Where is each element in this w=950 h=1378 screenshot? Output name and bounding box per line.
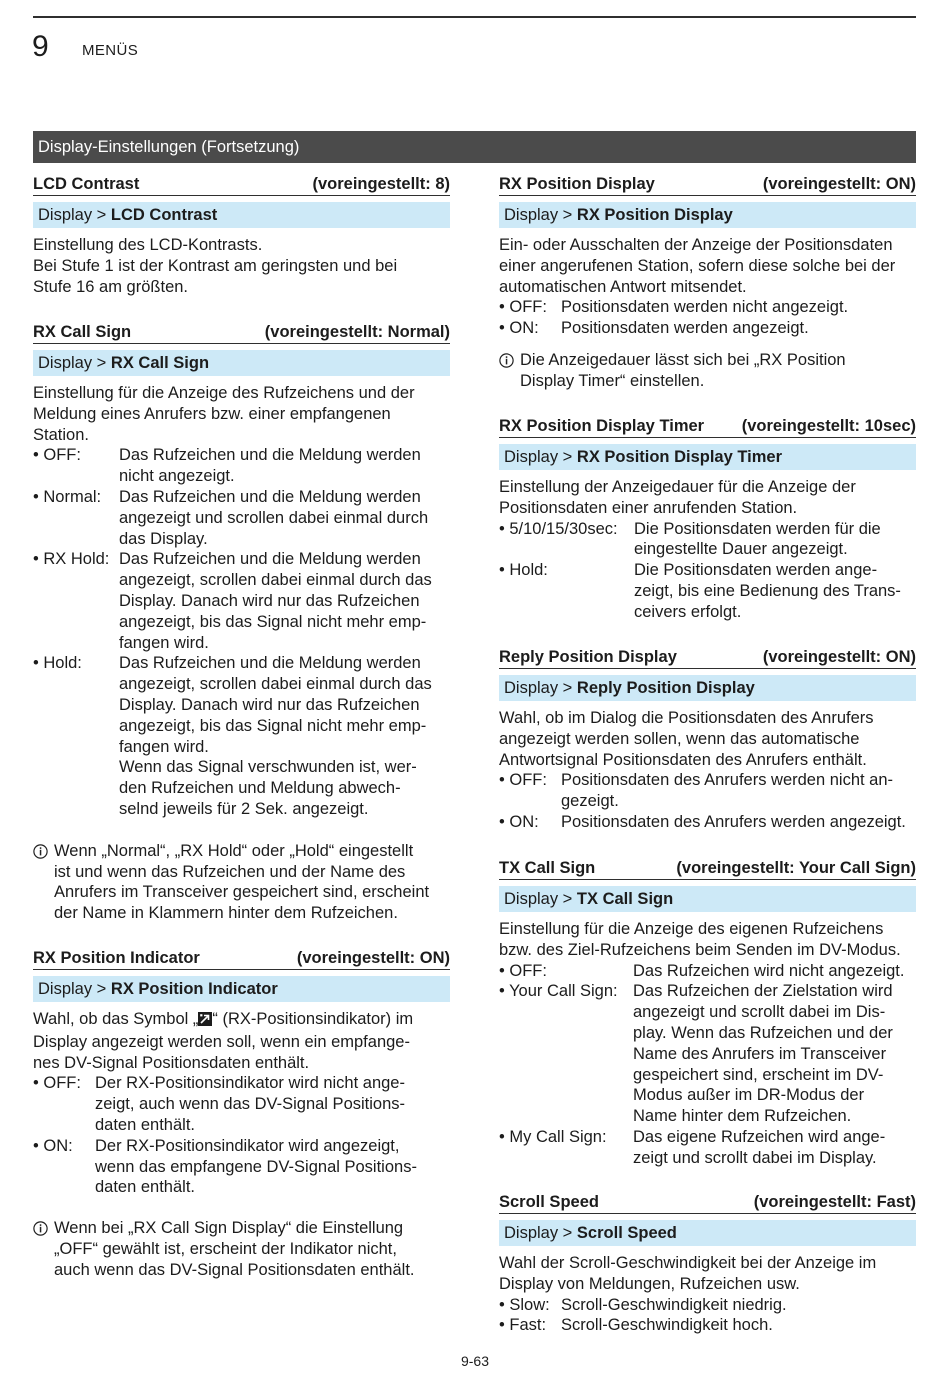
menu-path [33, 976, 450, 1002]
option-text: Das Rufzeichen und die Meldung werden angezeigt, scrollen dabei einmal durch das Display. Danach wird nur das Rufzeichen angezeigt, bis das Signal nicht mehr emp- fangen wird. [119, 550, 432, 652]
option-item [33, 1136, 450, 1198]
section-description: Einstellung der Anzeigedauer für die Anzeige der Positionsdaten einer anrufenden Station. [499, 478, 856, 517]
option-item [499, 1295, 916, 1316]
option-label: • RX Hold: [33, 550, 110, 569]
note-text: Wenn „Normal“, „RX Hold“ oder „Hold“ eingestellt ist und wenn das Rufzeichen und der Name des Anrufers im Transceiver gespeichert sind, erscheint der Name in Klammern hinter dem Rufzeichen. [54, 841, 430, 923]
option-label: • ON: [33, 1136, 73, 1155]
option-item [499, 519, 916, 561]
option-text: Die Positionsdaten werden für die eingestellte Dauer angezeigt. [634, 519, 881, 559]
menu-path-prefix: Display > [38, 980, 107, 998]
section-title: Scroll Speed [499, 1193, 599, 1211]
header-rule [33, 16, 916, 18]
option-item [499, 770, 916, 812]
note-text: Wenn bei „RX Call Sign Display“ die Einstellung „OFF“ gewählt ist, erscheint der Indikator nicht, auch wenn das DV-Signal Positionsdaten enthält. [54, 1219, 415, 1279]
option-text: Das eigene Rufzeichen wird ange- zeigt und scrollt dabei im Display. [633, 1127, 886, 1167]
chapter-title: MENÜS [82, 42, 139, 59]
default-value: (voreingestellt: ON) [296, 949, 450, 967]
info-icon [33, 1218, 54, 1280]
section-heading [499, 857, 916, 880]
option-text: Positionsdaten werden nicht angezeigt. [561, 298, 849, 317]
option-text: Scroll-Geschwindigkeit niedrig. [561, 1295, 787, 1314]
option-label: • Slow: [499, 1295, 550, 1314]
section-description [33, 1009, 450, 1073]
option-label: • OFF: [499, 298, 547, 317]
option-item [499, 981, 916, 1127]
info-note [499, 350, 916, 392]
option-text: Das Rufzeichen und die Meldung werden angezeigt, scrollen dabei einmal durch das Display. Danach wird nur das Rufzeichen angezeigt, bis das Signal nicht mehr emp- fangen wird. Wenn das Signal verschwunden ist, wer- den Rufzeichen und Meldung abwech- selnd jeweils für 2 Sek. angezeigt. [119, 654, 432, 818]
option-label: • ON: [499, 812, 539, 831]
section-heading [33, 321, 450, 344]
section-reply-position-display [499, 646, 916, 833]
option-item [33, 653, 450, 819]
menu-path-item: RX Position Display [576, 206, 733, 224]
info-note [33, 1218, 450, 1280]
menu-path-item: RX Position Indicator [110, 980, 278, 998]
option-item [499, 812, 916, 833]
rx-position-indicator-icon [198, 1011, 212, 1032]
menu-path-item: TX Call Sign [576, 890, 674, 908]
menu-path-prefix: Display > [504, 679, 573, 697]
option-text: Der RX-Positionsindikator wird angezeigt, wenn das empfangene DV-Signal Positions- daten enthält. [95, 1136, 417, 1197]
section-description: Wahl, ob im Dialog die Positionsdaten des Anrufers angezeigt werden sollen, wenn das automatische Antwortsignal Positionsdaten des Anrufers enthält. [499, 709, 874, 769]
option-label: • Hold: [499, 561, 548, 580]
section-heading [33, 947, 450, 970]
menu-path-prefix: Display > [504, 206, 573, 224]
menu-path [499, 1220, 916, 1246]
default-value: (voreingestellt: Fast) [753, 1193, 916, 1211]
menu-path-item: LCD Contrast [110, 206, 218, 224]
option-item [499, 1127, 916, 1169]
menu-path [33, 202, 450, 228]
menu-path [33, 350, 450, 376]
option-item [499, 297, 916, 318]
section-title: RX Position Indicator [33, 949, 200, 967]
option-text: Das Rufzeichen und die Meldung werden nicht angezeigt. [119, 446, 421, 486]
option-text: Scroll-Geschwindigkeit hoch. [561, 1316, 773, 1335]
section-title: Reply Position Display [499, 648, 677, 666]
option-item [33, 1073, 450, 1135]
menu-path-item: RX Position Display Timer [576, 448, 783, 466]
section-heading [499, 415, 916, 438]
menu-path-prefix: Display > [504, 1224, 573, 1242]
option-label: • OFF: [499, 771, 547, 790]
section-heading [499, 1191, 916, 1214]
option-item [33, 445, 450, 487]
default-value: (voreingestellt: Your Call Sign) [676, 859, 916, 877]
section-title: RX Position Display [499, 175, 655, 193]
info-note [33, 841, 450, 924]
option-item [33, 549, 450, 653]
menu-path-item: Reply Position Display [576, 679, 755, 697]
option-label: • OFF: [499, 961, 547, 980]
default-value: (voreingestellt: 8) [312, 175, 450, 193]
section-title: TX Call Sign [499, 859, 596, 877]
option-text: Der RX-Positionsindikator wird nicht ange- zeigt, auch wenn das DV-Signal Positions- daten enthält. [95, 1074, 406, 1134]
menu-path-item: Scroll Speed [576, 1224, 677, 1242]
section-description: Einstellung für die Anzeige des Rufzeichens und der Meldung eines Anrufers bzw. einer empfangenen Station. [33, 384, 415, 444]
section-title: RX Position Display Timer [499, 417, 705, 435]
section-description: Einstellung des LCD-Kontrasts. Bei Stufe 1 ist der Kontrast am geringsten und bei Stufe 16 am größten. [33, 236, 398, 296]
option-item [499, 1315, 916, 1336]
option-label: • Your Call Sign: [499, 982, 618, 1001]
option-label: • ON: [499, 319, 539, 338]
option-label: • My Call Sign: [499, 1127, 607, 1146]
menu-path [499, 202, 916, 228]
option-item [499, 318, 916, 339]
section-heading [33, 173, 450, 196]
option-text: Das Rufzeichen wird nicht angezeigt. [633, 961, 905, 980]
section-description: Einstellung für die Anzeige des eigenen Rufzeichens bzw. des Ziel-Rufzeichens beim Senden im DV-Modus. [499, 920, 901, 959]
menu-path [499, 444, 916, 470]
option-text: Positionsdaten des Anrufers werden nicht an- gezeigt. [561, 771, 894, 811]
note-text: Die Anzeigedauer lässt sich bei „RX Position Display Timer“ einstellen. [520, 350, 846, 390]
section-title: LCD Contrast [33, 175, 140, 193]
option-label: • 5/10/15/30sec: [499, 519, 618, 538]
section-rx-call-sign [33, 321, 450, 924]
description-part-1: Wahl, ob das Symbol „ [33, 1010, 199, 1028]
section-rx-position-indicator [33, 947, 450, 1281]
option-item [33, 487, 450, 549]
info-icon [499, 350, 520, 392]
option-text: Positionsdaten werden angezeigt. [561, 319, 809, 338]
option-label: • Normal: [33, 487, 102, 506]
section-rx-position-display-timer [499, 415, 916, 623]
section-heading [499, 646, 916, 669]
option-text: Das Rufzeichen der Zielstation wird angezeigt und scrollt dabei im Dis- play. Wenn das Rufzeichen und der Name des Anrufers im Transceiver gespeichert sind, erscheint im DV- Modus außer im DR-Modus der Name hinter dem Rufzeichen. [633, 982, 893, 1126]
section-banner: Display-Einstellungen (Fortsetzung) [33, 131, 916, 163]
section-heading [499, 173, 916, 196]
option-text: Die Positionsdaten werden ange- zeigt, bis eine Bedienung des Trans- ceivers erfolgt. [634, 561, 901, 621]
default-value: (voreingestellt: 10sec) [741, 417, 916, 435]
default-value: (voreingestellt: ON) [762, 648, 916, 666]
option-label: • OFF: [33, 1074, 81, 1093]
menu-path [499, 675, 916, 701]
option-label: • OFF: [33, 446, 81, 465]
info-icon [33, 841, 54, 924]
page-number: 9-63 [460, 1353, 490, 1369]
section-scroll-speed [499, 1191, 916, 1336]
chapter-number: 9 [32, 30, 49, 63]
option-label: • Fast: [499, 1316, 547, 1335]
section-lcd-contrast [33, 173, 450, 297]
section-tx-call-sign [499, 857, 916, 1169]
section-title: RX Call Sign [33, 323, 132, 341]
option-label: • Hold: [33, 654, 82, 673]
option-text: Positionsdaten des Anrufers werden angezeigt. [561, 812, 906, 831]
option-item [499, 560, 916, 622]
section-description: Wahl der Scroll-Geschwindigkeit bei der Anzeige im Display von Meldungen, Rufzeichen usw. [499, 1254, 877, 1293]
menu-path-prefix: Display > [504, 448, 573, 466]
default-value: (voreingestellt: Normal) [264, 323, 450, 341]
option-text: Das Rufzeichen und die Meldung werden angezeigt und scrollen dabei einmal durch das Display. [119, 487, 429, 548]
section-description: Ein- oder Ausschalten der Anzeige der Positionsdaten einer angerufenen Station, sofern diese solche bei der automatischen Antwort mitsendet. [499, 236, 896, 296]
menu-path [499, 886, 916, 912]
option-item [499, 961, 916, 982]
menu-path-item: RX Call Sign [110, 354, 210, 372]
menu-path-prefix: Display > [504, 890, 573, 908]
menu-path-prefix: Display > [38, 206, 107, 224]
section-rx-position-display [499, 173, 916, 392]
menu-path-prefix: Display > [38, 354, 107, 372]
description-part-2: “ (RX-Positionsindikator) im Display angezeigt werden soll, wenn ein empfange- nes DV-Signal Positionsdaten enthält. [33, 1010, 414, 1072]
default-value: (voreingestellt: ON) [762, 175, 916, 193]
